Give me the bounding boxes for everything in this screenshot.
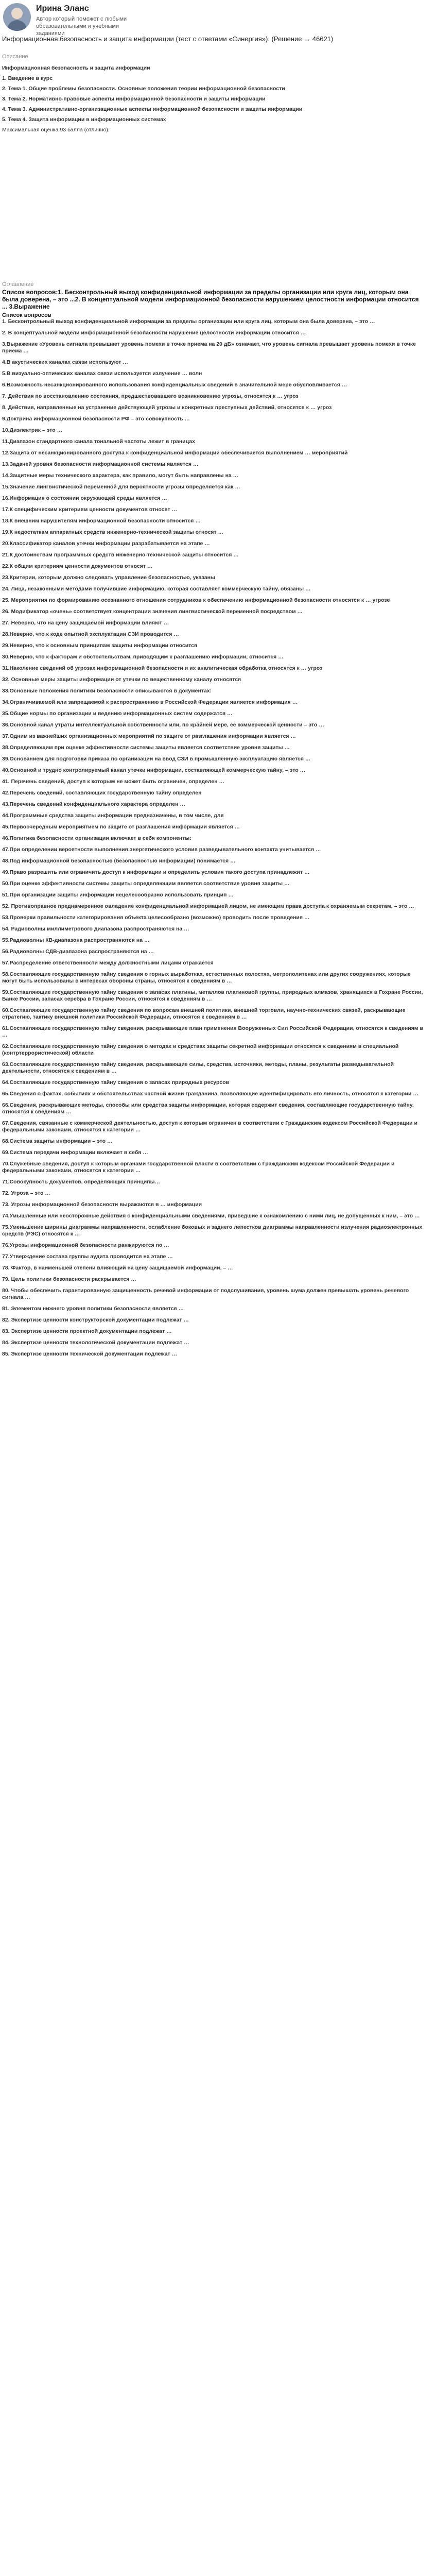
question-item: 8. Действия, направленные на устранение действующей угрозы и конкретных преступных действий, относятся к … угроз [2,404,332,411]
question-item: 63.Составляющие государственную тайну сведения, раскрывающие силы, средства, источники, методы, планы, результаты разведывательной деятельности, относятся к сведениям в … [2,1061,394,1074]
question-item: 1. Бесконтрольный выход конфиденциальной информации за пределы организации или круга лиц, которым она была доверена, – это … [2,318,375,325]
description-line: Информационная безопасность и защита информации [2,65,150,71]
question-item: 58.Составляющие государственную тайну сведения о горных выработках, естественных полостях, метрополитенах или других сооружениях, которые могут быть использованы в интересах обороны страны, относятся к сведениям в … [2,971,411,984]
question-item: 52. Противоправное преднамеренное овладение конфиденциальной информацией лицом, не имеющим права доступа к охраняемым секретам, – это … [2,903,414,909]
description [2,63,424,135]
question-item: 15.Значение лингвистической переменной для вероятности угрозы определяется как … [2,484,240,490]
question-item: 7. Действия по восстановлению состояния, предшествовавшего возникновению угрозы, относятся к … угроз [2,393,299,399]
question-item: 22.К общим критериям ценности документов относят … [2,563,153,569]
question-item: 72. Угроза – это … [2,1190,50,1196]
description-line: Максимальная оценка 93 балла (отлично). [2,127,110,133]
question-item: 82. Экспертизе ценности конструкторской документации подлежат … [2,1317,189,1323]
question-item: 36.Основной канал утраты интеллектуальной собственности или, по крайней мере, ее коммерческой ценности – это … [2,722,324,728]
question-item: 2. В концептуальной модели информационной безопасности нарушение целостности информации относится … [2,330,306,336]
question-item: 45.Первоочередным мероприятием по защите от разглашения информации является … [2,824,240,830]
question-item: 49.Право разрешить или ограничить доступ к информации и определить условия такого доступа принадлежит … [2,869,310,875]
question-item: 26. Модификатор «очень» соответствует концентрации значения лингвистической переменной посредством … [2,608,303,615]
question-item: 78. Фактор, в наименьшей степени влияющий на цену защищаемой информации, – … [2,1265,233,1271]
question-item: 35.Общие нормы по организации и ведению информационных систем содержатся … [2,710,233,717]
question-item: 33.Основные положения политики безопасности описываются в документах: [2,688,212,694]
question-item: 16.Информация о состоянии окружающей среды является … [2,495,167,501]
question-item: 28.Неверно, что к коде опытной эксплуатации СЗИ проводится … [2,631,179,637]
question-item: 77.Утверждение состава группы аудита проводится на этапе … [2,1253,173,1260]
page-title: Информационная безопасность и защита информации (тест с ответами «Синергия»). (Решение → 46621) [2,35,334,43]
question-item: 5.В визуально-оптических каналах связи используется излучение … волн [2,370,202,377]
question-item: 64.Составляющие государственную тайну сведения о запасах природных ресурсов [2,1079,230,1086]
question-item: 60.Составляющие государственную тайну сведения по вопросам внешней политики, внешней торговли, научно-технических связей, раскрывающие стратегию, тактику внешней политики Российской Федерации, относятся к сведениям в … [2,1007,406,1020]
toc-subheading: Список вопросов [2,312,51,318]
question-item: 59.Составляющие государственную тайну сведения о запасах платины, металлов платиновой группы, природных алмазов, хранящихся в Гохране России, Банке России, запасах серебра в Гохране России, относятся к сведениям в … [2,989,423,1002]
question-item: 65.Сведения о фактах, событиях и обстоятельствах частной жизни гражданина, позволяющие идентифицировать его личность, относятся к категории … [2,1091,418,1097]
description-label: Описание [2,54,28,60]
question-item: 61.Составляющие государственную тайну сведения, раскрывающие план применения Вооруженных Сил Российской Федерации, относятся к сведениям в … [2,1025,423,1038]
question-item: 14.Защитные меры технического характера, как правило, могут быть направлены на … [2,472,239,479]
question-item: 80. Чтобы обеспечить гарантированную защищенность речевой информации от подслушивания, уровень шума должен превышать уровень речевого сигнала … [2,1287,409,1300]
question-item: 29.Неверно, что к основным принципам защиты информации относится [2,642,198,649]
question-item: 37.Одним из важнейших организационных мероприятий по защите от разглашения информации является … [2,733,296,739]
question-item: 57.Распределение ответственности между должностными лицами отражается [2,960,214,966]
question-item: 67.Сведения, связанные с коммерческой деятельностью, доступ к которым ограничен в соответствии с Гражданским кодексом Российской Федерации и федеральными законами, относятся к категории … [2,1120,418,1133]
toc-heading: Список вопросов:1. Бесконтрольный выход конфиденциальной информации за пределы организации или круга лиц, которым она была доверена, – это ...2. В концептуальной модели информационной безопасности нарушением целостности информации относится ... 3.Выражение [2,289,419,310]
question-item: 21.К достоинствам программных средств инженерно-технической защиты относится … [2,552,239,558]
question-item: 25. Мероприятия по формированию осознанного отношения сотрудников к обеспечению информационной безопасности относятся к … угрозе [2,597,390,603]
question-item: 68.Система защиты информации – это … [2,1138,113,1144]
question-item: 9.Доктрина информационной безопасности РФ – это совокупность … [2,416,190,422]
question-item: 76.Угрозы информационной безопасности ранжируются по … [2,1242,169,1248]
question-item: 48.Под информационной безопасностью (безопасностью информации) понимается … [2,858,236,864]
question-item: 79. Цель политики безопасности раскрывается … [2,1276,136,1282]
question-item: 18.К внешним нарушителям информационной безопасности относится … [2,518,201,524]
question-item: 47.При определении вероятности выполнения энергетического условия разведывательного контакта учитывается … [2,846,321,853]
question-item: 46.Политика безопасности организации включает в себя компоненты: [2,835,191,841]
description-line: 4. Тема 3. Административно-организационные аспекты информационной безопасности и защиты информации [2,106,303,112]
description-line: 5. Тема 4. Защита информации в информационных системах [2,116,166,123]
question-item: 84. Экспертизе ценности технологической документации подлежат … [2,1340,189,1346]
question-item: 50.При оценке эффективности системы защиты определяющим является соответствие уровня защиты … [2,880,290,887]
question-item: 4.В акустических каналах связи используют … [2,359,128,365]
question-item: 3.Выражение «Уровень сигнала превышает уровень помехи в точке приема на 20 дБ» означает, что уровень сигнала превышает уровень помехи в точке приема … [2,341,416,354]
question-item: 40.Основной и трудно контролируемый канал утечки информации, составляющей коммерческую тайну, – это … [2,767,306,773]
question-item: 31.Наколение сведений об угрозах информационной безопасности и их аналитическая обработка относятся к … угроз [2,665,323,671]
author-name[interactable]: Ирина Эланс [36,4,89,13]
question-item: 83. Экспертизе ценности проектной документации подлежат … [2,1328,172,1334]
avatar[interactable] [3,3,31,31]
question-item: 73. Угрозы информационной безопасности выражаются в … информации [2,1201,202,1208]
question-item: 85. Экспертизе ценности технической документации подлежат … [2,1351,178,1357]
question-item: 43.Перечень сведений конфиденциального характера определен … [2,801,185,807]
question-item: 55.Радиоволны КВ-диапазона распространяются на … [2,937,150,943]
description-line: 3. Тема 2. Нормативно-правовые аспекты информационной безопасности и защиты информации [2,96,266,102]
question-item: 56.Радиоволны СДВ-диапазона распространяются на … [2,948,154,955]
question-item: 69.Система передачи информации включает в себя … [2,1149,148,1156]
question-item: 34.Ограничиваемой или запрещаемой к распространению в Российской Федерации является информация … [2,699,298,705]
question-item: 39.Основанием для подготовки приказа по организации на ввод СЗИ в промышленную эксплуатацию является … [2,756,311,762]
question-item: 10.Диэлектрик – это … [2,427,63,433]
question-item: 32. Основные меры защиты информации от утечки по вещественному каналу относятся [2,676,241,683]
question-item: 24. Лица, незаконными методами получившие информацию, которая составляет коммерческую тайну, обязаны … [2,586,311,592]
avatar-head [11,8,23,19]
question-item: 62.Составляющие государственную тайну сведения о методах и средствах защиты секретной информации относятся к сведениям в специальной (контртеррористической) области [2,1043,399,1056]
question-item: 38.Определяющим при оценке эффективности системы защиты является соответствие уровня защиты … [2,744,290,751]
question-item: 71.Совокупность документов, определяющих принципы… [2,1179,161,1185]
question-item: 70.Служебные сведения, доступ к которым органами государственной власти в соответствии с Гражданским кодексом Российской Федерации и федеральными законами, относятся к категории … [2,1161,395,1174]
question-item: 44.Программные средства защиты информации предназначены, в том числе, для [2,812,224,819]
question-item: 30.Неверно, что к факторам и обстоятельствам, приводящим к разглашению информации, относится … [2,654,284,660]
question-item: 17.К специфическим критериям ценности документов относят … [2,506,178,513]
question-item: 66.Сведения, раскрывающие методы, способы или средства защиты информации, которая содержит сведения, составляющие государственную тайну, относятся к сведениям … [2,1102,414,1115]
description-line: 2. Тема 1. Общие проблемы безопасности. Основные положения теории информационной безопасности [2,86,285,92]
question-item: 19.К недостаткам аппаратных средств инженерно-технической защиты относят … [2,529,224,535]
question-item: 75.Уменьшение ширины диаграммы направленности, ослабление боковых и заднего лепестков диаграммы направленности излучения радиоэлектронных средств (РЭС) относятся к … [2,1224,423,1237]
question-item: 27. Неверно, что на цену защищаемой информации влияют … [2,620,169,626]
question-item: 81. Элементом нижнего уровня политики безопасности является … [2,1306,184,1312]
question-list [2,318,424,1362]
question-item: 42.Перечень сведений, составляющих государственную тайну определен [2,790,202,796]
question-item: 54. Радиоволны миллиметрового диапазона распространяются на … [2,926,189,932]
author-block [3,3,209,37]
table-of-contents [2,289,424,320]
question-item: 12.Защита от несанкционированного доступа к конфиденциальной информации обеспечивается выполнением … мероприятий [2,450,348,456]
question-item: 41. Перечень сведений, доступ к которым не может быть ограничен, определен … [2,778,224,785]
question-item: 51.При организации защиты информации нецелесообразно использовать принцип … [2,892,234,898]
question-item: 6.Возможность несанкционированного использования конфиденциальных сведений в значительной мере обусловливается … [2,382,347,388]
question-item: 23.Критерии, которым должно следовать управление безопасностью, указаны [2,574,215,581]
question-item: 13.Задачей уровня безопасности информационной системы является … [2,461,199,467]
toc-label: Оглавление [2,281,34,287]
question-item: 20.Классификатор каналов утечки информации разрабатывается на этапе … [2,540,210,547]
description-line: 1. Введение в курс [2,75,53,81]
avatar-body [7,20,27,31]
question-item: 53.Проверки правильности категорирования объекта целесообразно (возможно) проводить после проведения … [2,914,310,921]
author-description: Автор который поможет с любыми образовательными и учебными заданиями [36,16,127,37]
question-item: 74.Умышленные или неосторожные действия с конфиденциальными сведениями, приведшие к ознакомлению с ними лиц, не допущенных к ним, – это … [2,1213,420,1219]
question-item: 11.Диапазон стандартного канала тональной частоты лежит в границах [2,438,195,445]
